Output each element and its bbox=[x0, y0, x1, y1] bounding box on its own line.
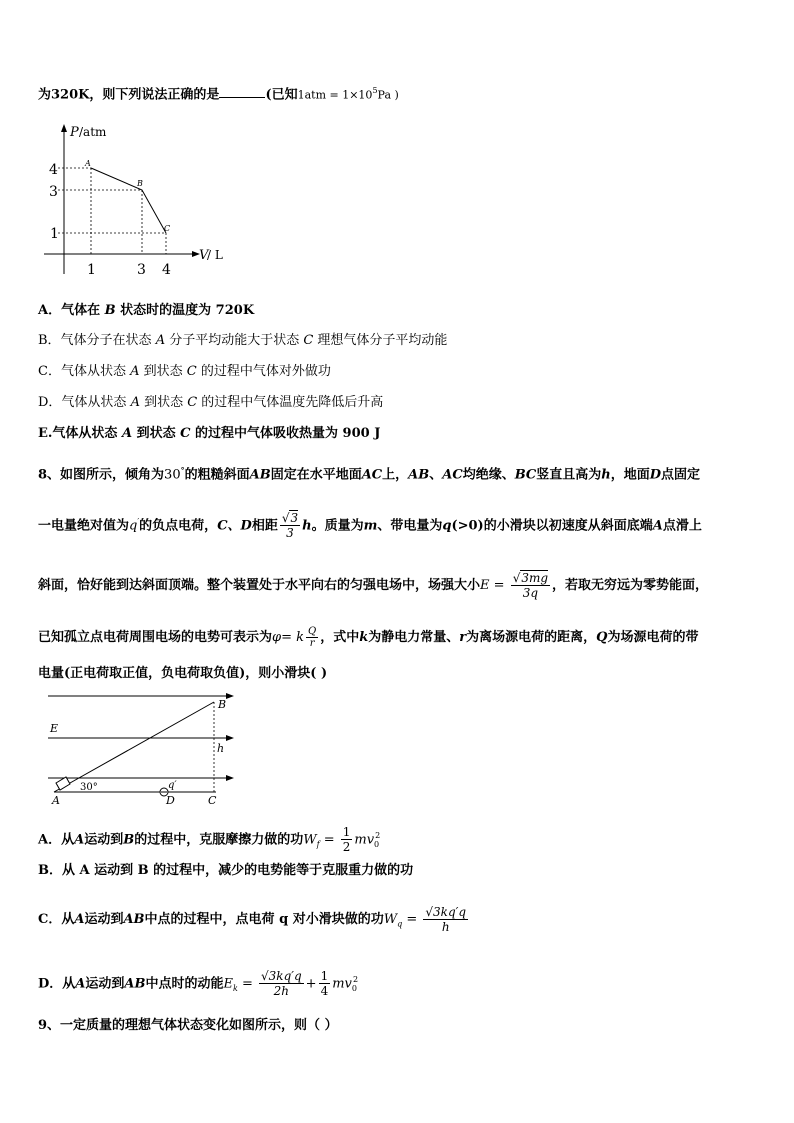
frac-den: r bbox=[309, 638, 315, 649]
option-text: 运动到 bbox=[84, 832, 124, 848]
q8-var: E bbox=[480, 578, 490, 593]
frac-den: 2 bbox=[342, 840, 351, 855]
answer-blank bbox=[219, 85, 265, 98]
slider-block bbox=[56, 777, 70, 790]
field-fraction: $\frac{√3mg}{3q}$ bbox=[512, 571, 549, 600]
x-tick-3: 3 bbox=[137, 262, 146, 278]
q8-text: 已知孤立点电荷周围电场的电势可表示为 bbox=[38, 630, 273, 645]
option-var: A bbox=[130, 364, 140, 379]
point-a-label: A bbox=[85, 159, 91, 168]
mv-sub: 0 bbox=[351, 983, 357, 993]
option-7d bbox=[38, 394, 383, 412]
q8-text: 。质量为 bbox=[311, 518, 364, 534]
option-var: C bbox=[186, 364, 197, 379]
equals: = bbox=[319, 832, 339, 848]
q8-text: 8、如图所示，倾角为 bbox=[38, 467, 165, 483]
frac-num: 1 bbox=[320, 969, 329, 984]
work-fraction: $\frac{√3kq'q}{h}$ bbox=[425, 905, 467, 934]
option-text: A．气体在 bbox=[38, 303, 105, 318]
y-tick-1: 1 bbox=[50, 226, 59, 242]
label-e: E bbox=[50, 722, 59, 735]
frac-den: 3q bbox=[522, 586, 539, 600]
energy-symbol: E bbox=[223, 976, 233, 992]
option-text: 的过程中气体吸收热量为 900 J bbox=[190, 426, 381, 441]
option-var: A bbox=[155, 333, 166, 348]
q8-line3: 斜面，恰好能到达斜面顶端。整个装置处于水平向右的匀强电场中，场强大小E = $\frac{√3mg}{3q}$ ，若取无穷远为零势能面， bbox=[38, 571, 709, 600]
frac-num: 3kq′q bbox=[268, 969, 302, 984]
q8-text: 点滑上 bbox=[662, 518, 702, 534]
option-var: A bbox=[75, 976, 86, 992]
option-text: 到状态 bbox=[139, 364, 187, 379]
option-text: 中点时的动能 bbox=[145, 976, 224, 992]
option-text: 运动到 bbox=[84, 912, 124, 927]
frac-den: 2h bbox=[273, 984, 290, 999]
option-text: 的过程中气体对外做功 bbox=[196, 364, 331, 379]
q8-var: AC bbox=[442, 467, 463, 483]
label-h: h bbox=[217, 742, 225, 755]
option-text: 分子平均动能大于状态 bbox=[165, 333, 304, 348]
q8-var: A bbox=[652, 518, 663, 534]
y-tick-4: 4 bbox=[49, 162, 58, 178]
label-d: D bbox=[166, 794, 175, 807]
q8-line4 bbox=[38, 624, 699, 652]
option-var: C bbox=[187, 395, 198, 410]
option-8c bbox=[38, 900, 470, 945]
q8-var: AB bbox=[408, 467, 430, 483]
q8-text: 竖直且高为 bbox=[536, 467, 602, 483]
pv-graph bbox=[36, 118, 236, 280]
label-c: C bbox=[208, 794, 217, 807]
work-subscript: f bbox=[316, 839, 320, 849]
q8-var: h bbox=[302, 518, 312, 534]
question-text: 为320K，则下列说法正确的是 bbox=[38, 87, 220, 103]
q8-line1 bbox=[38, 461, 700, 484]
option-text: 中点的过程中，点电荷 q 对小滑块做的功 bbox=[144, 912, 384, 927]
q8-text: 上， bbox=[382, 467, 409, 483]
half-fraction bbox=[341, 825, 353, 854]
mv-term: mv bbox=[332, 976, 352, 992]
label-a: A bbox=[52, 794, 60, 807]
field-arrow-1 bbox=[226, 693, 234, 699]
incline-diagram bbox=[40, 690, 250, 810]
question7-tail-line bbox=[38, 82, 399, 104]
work-symbol: W bbox=[303, 832, 317, 848]
frac-num: 3kq′q bbox=[433, 905, 467, 919]
option-var: B bbox=[104, 303, 116, 318]
x-tick-1: 1 bbox=[87, 262, 96, 278]
equals: = bbox=[402, 912, 422, 927]
x-tick-4: 4 bbox=[162, 262, 171, 278]
y-axis-label: P bbox=[70, 125, 79, 140]
option-text: 理想气体分子平均动能 bbox=[313, 333, 448, 348]
q8-line5: 电量(正电荷取正值，负电荷取负值)，则小滑块( ) bbox=[38, 666, 328, 681]
option-7c bbox=[38, 363, 331, 381]
mv-term: mv bbox=[354, 832, 375, 848]
degree-sign: ° bbox=[180, 465, 185, 475]
energy-subscript: k bbox=[232, 983, 238, 993]
option-var: A bbox=[121, 426, 133, 441]
x-axis-label: V bbox=[199, 248, 209, 263]
q8-var: C、D bbox=[217, 518, 252, 534]
option-var: AB bbox=[124, 976, 146, 992]
option-text: 到状态 bbox=[139, 395, 188, 410]
option-text: 到状态 bbox=[132, 426, 181, 441]
q8-var: q bbox=[442, 518, 452, 534]
y-tick-3: 3 bbox=[49, 184, 58, 200]
option-7e bbox=[38, 425, 380, 443]
option-text: 的过程中，克服摩擦力做的功 bbox=[134, 832, 304, 848]
field-arrow-2 bbox=[226, 735, 234, 741]
option-text: E.气体从状态 bbox=[38, 426, 122, 441]
q8-var: m bbox=[363, 518, 378, 534]
option-text: C．从 bbox=[38, 912, 75, 927]
potential-formula: φ= k bbox=[272, 630, 305, 645]
q8-var: q bbox=[129, 518, 138, 534]
label-b: B bbox=[218, 698, 227, 711]
work-symbol: W bbox=[383, 912, 398, 927]
frac-den: h bbox=[441, 920, 450, 934]
mv-sup: 2 bbox=[375, 831, 381, 840]
process-path bbox=[91, 168, 166, 233]
option-text: A．从 bbox=[38, 832, 75, 848]
point-b-label: B bbox=[137, 179, 143, 188]
q8-var: h bbox=[601, 467, 611, 483]
option-var: A bbox=[74, 912, 85, 927]
option-text: 的过程中气体温度先降低后升高 bbox=[197, 395, 384, 410]
q8-text: 斜面，恰好能到达斜面顶端。整个装置处于水平向右的匀强电场中，场强大小 bbox=[38, 578, 481, 593]
q8-var: k bbox=[359, 630, 369, 645]
known-suffix: Pa ) bbox=[377, 88, 399, 102]
q8-text: 相距 bbox=[251, 518, 278, 534]
option-var: A bbox=[74, 832, 85, 848]
q8-text: 均绝缘、 bbox=[462, 467, 515, 483]
frac-den: 3 bbox=[286, 526, 294, 541]
q8-var: BC bbox=[514, 467, 537, 483]
work-subscript: q bbox=[397, 919, 403, 929]
energy-fraction: $\frac{√3kq'q}{2h}$ bbox=[261, 969, 302, 999]
q8-text: 固定在水平地面 bbox=[270, 467, 362, 483]
option-text: D．从 bbox=[38, 976, 76, 992]
mv-sub: 0 bbox=[374, 839, 380, 849]
known-prefix: (已知 bbox=[265, 87, 298, 103]
option-text: B．气体分子在状态 bbox=[38, 333, 156, 348]
frac-den: 4 bbox=[320, 984, 329, 999]
option-text: 状态时的温度为 720K bbox=[115, 303, 255, 318]
q8-var: r bbox=[459, 630, 467, 645]
field-arrow-3 bbox=[226, 775, 234, 781]
angle-value: 30 bbox=[164, 467, 181, 483]
mv-sup: 2 bbox=[352, 975, 359, 984]
q8-text: ，地面 bbox=[610, 467, 650, 483]
frac-num: 3mg bbox=[521, 571, 549, 585]
x-axis-unit: / L bbox=[207, 248, 223, 262]
q8-text: 、 bbox=[429, 467, 443, 483]
option-var: B bbox=[123, 832, 135, 848]
q8-text: 的负点电荷， bbox=[139, 518, 218, 534]
option-var: C bbox=[303, 333, 314, 348]
q8-var: Q bbox=[596, 630, 608, 645]
q8-line2: 一电量绝对值为q′的负点电荷，C、D相距 $\frac{√3}{3}$ h。质量为m、带电量为q(>0)的小滑块以初速度从斜面底端A点滑上 bbox=[38, 511, 702, 541]
point-c-label: C bbox=[164, 224, 171, 233]
q8-var: AB bbox=[249, 467, 271, 483]
label-angle: 30° bbox=[80, 782, 98, 793]
q8-text: 为静电力常量、 bbox=[368, 630, 460, 645]
option-8d bbox=[38, 960, 358, 1009]
option-text: 运动到 bbox=[85, 976, 125, 992]
frac-num: Q bbox=[308, 626, 317, 637]
frac-num: 3 bbox=[290, 511, 299, 526]
incline-line bbox=[54, 702, 214, 792]
q8-var: D bbox=[649, 467, 662, 483]
potential-fraction bbox=[306, 626, 318, 649]
option-var: A bbox=[130, 395, 140, 410]
y-axis-unit: /atm bbox=[79, 125, 107, 139]
q8-var: AC bbox=[361, 467, 383, 483]
q8-fraction: $\frac{√3}{3}$ bbox=[281, 511, 299, 541]
option-var: AB bbox=[123, 912, 145, 927]
quarter-fraction bbox=[319, 969, 331, 998]
field-lines bbox=[48, 696, 228, 778]
option-8b: B．从 A 运动到 B 的过程中，减少的电势能等于克服重力做的功 bbox=[38, 863, 414, 878]
equals: = bbox=[237, 976, 258, 992]
option-8a bbox=[38, 818, 380, 863]
q8-text: (>0)的小滑块以初速度从斜面底端 bbox=[451, 518, 653, 534]
y-axis-arrow bbox=[61, 124, 67, 132]
option-text: C．气体从状态 bbox=[38, 364, 131, 379]
q8-text: 一电量绝对值为 bbox=[38, 518, 130, 534]
question9-stem: 9、一定质量的理想气体状态变化如图所示，则（ ） bbox=[38, 1018, 338, 1033]
known-exponent: 5 bbox=[372, 86, 378, 95]
known-value: 1atm = 1×10 bbox=[297, 88, 373, 102]
q8-text: 的粗糙斜面 bbox=[184, 467, 250, 483]
option-7b bbox=[38, 332, 447, 350]
guide-lines bbox=[58, 168, 166, 254]
option-var: C bbox=[180, 426, 191, 441]
q8-text: ，若取无穷远为零势能面， bbox=[552, 578, 709, 593]
q8-text: 、带电量为 bbox=[377, 518, 443, 534]
q8-text: 点固定 bbox=[661, 467, 701, 483]
option-text: D．气体从状态 bbox=[38, 395, 131, 410]
plus-sign: + bbox=[305, 976, 317, 992]
option-7a bbox=[38, 302, 254, 320]
q8-text: 为场源电荷的带 bbox=[607, 630, 699, 645]
q8-text: ，式中 bbox=[320, 630, 360, 645]
q8-text: 为离场源电荷的距离， bbox=[466, 630, 597, 645]
frac-num: 1 bbox=[342, 825, 351, 840]
label-q: q′ bbox=[168, 780, 177, 791]
